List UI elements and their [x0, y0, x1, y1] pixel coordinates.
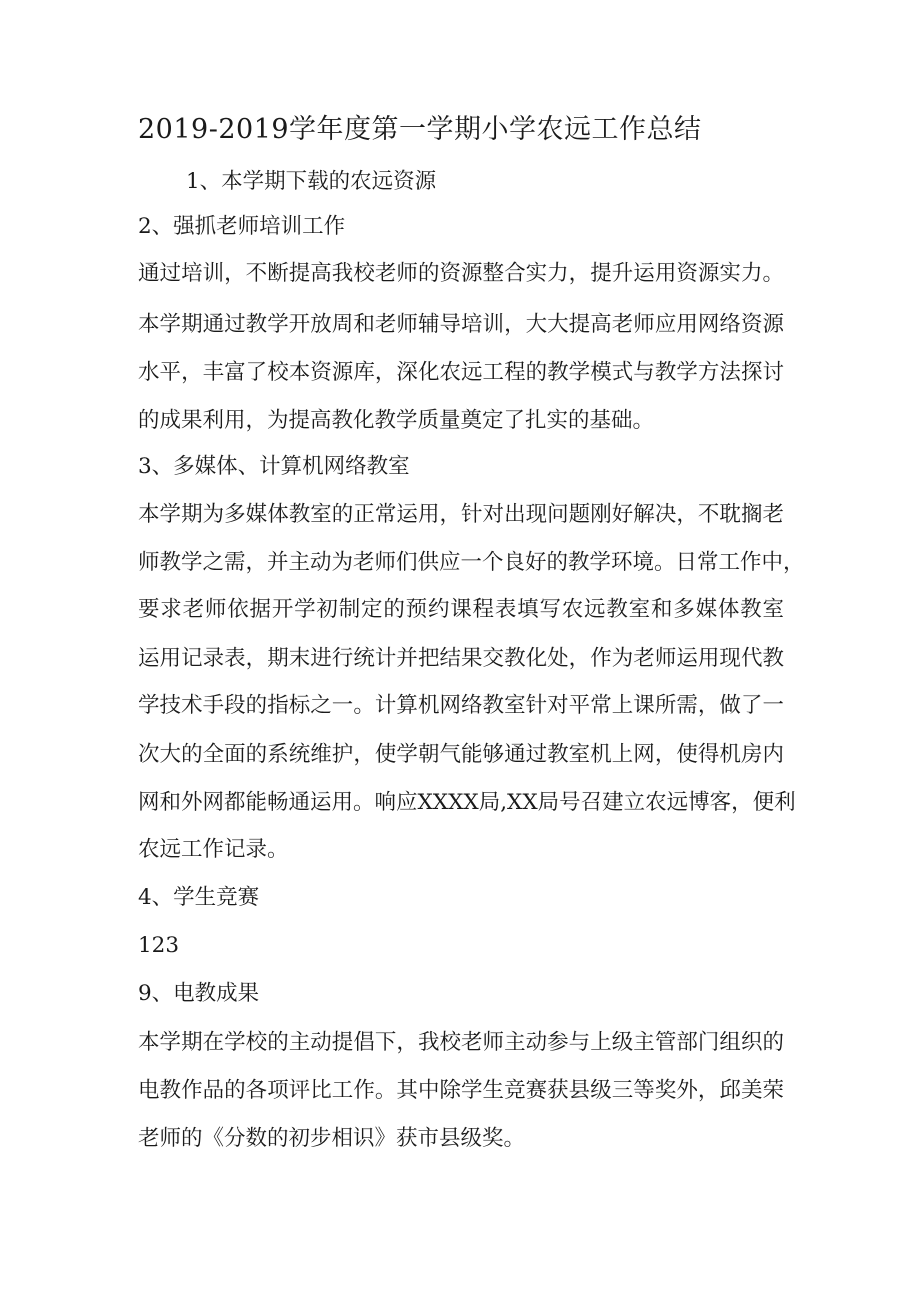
paragraph-line: 本学期通过教学开放周和老师辅导培训，大大提高老师应用网络资源 — [138, 312, 784, 337]
paragraph-line: 本学期在学校的主动提倡下，我校老师主动参与上级主管部门组织的 — [138, 1030, 784, 1055]
paragraph-line: 老师的《分数的初步相识》获市县级奖。 — [138, 1126, 526, 1151]
paragraph-line: 123 — [138, 933, 180, 958]
paragraph-line: 通过培训，不断提高我校老师的资源整合实力，提升运用资源实力。 — [138, 261, 784, 286]
paragraph-line: 要求老师依据开学初制定的预约课程表填写农远教室和多媒体教室 — [138, 597, 784, 622]
paragraph-line: 水平，丰富了校本资源库，深化农远工程的教学模式与教学方法探讨 — [138, 360, 784, 385]
section-heading-results: 9、电教成果 — [138, 981, 260, 1006]
document-title: 2019-2019学年度第一学期小学农远工作总结 — [138, 114, 702, 145]
paragraph-line: 电教作品的各项评比工作。其中除学生竞赛获县级三等奖外，邱美荣 — [138, 1078, 784, 1103]
section-heading-multimedia: 3、多媒体、计算机网络教室 — [138, 454, 410, 479]
paragraph-line: 学技术手段的指标之一。计算机网络教室针对平常上课所需，做了一 — [138, 693, 784, 718]
paragraph-line: 的成果利用，为提高教化教学质量奠定了扎实的基础。 — [138, 408, 655, 433]
paragraph-line: 运用记录表，期末进行统计并把结果交教化处，作为老师运用现代教 — [138, 646, 784, 671]
section-heading-training: 2、强抓老师培训工作 — [138, 214, 346, 239]
section-heading-competition: 4、学生竞赛 — [138, 885, 260, 910]
paragraph-line: 网和外网都能畅通运用。响应XXXX局,XX局号召建立农远博客，便利 — [138, 790, 796, 815]
paragraph-line: 次大的全面的系统维护，使学朝气能够通过教室机上网，使得机房内 — [138, 742, 784, 767]
section-heading-resources: 1、本学期下载的农远资源 — [186, 169, 437, 194]
paragraph-line: 师教学之需，并主动为老师们供应一个良好的教学环境。日常工作中， — [138, 550, 805, 575]
paragraph-line: 本学期为多媒体教室的正常运用，针对出现问题刚好解决，不耽搁老 — [138, 502, 784, 527]
paragraph-line: 农远工作记录。 — [138, 837, 289, 862]
